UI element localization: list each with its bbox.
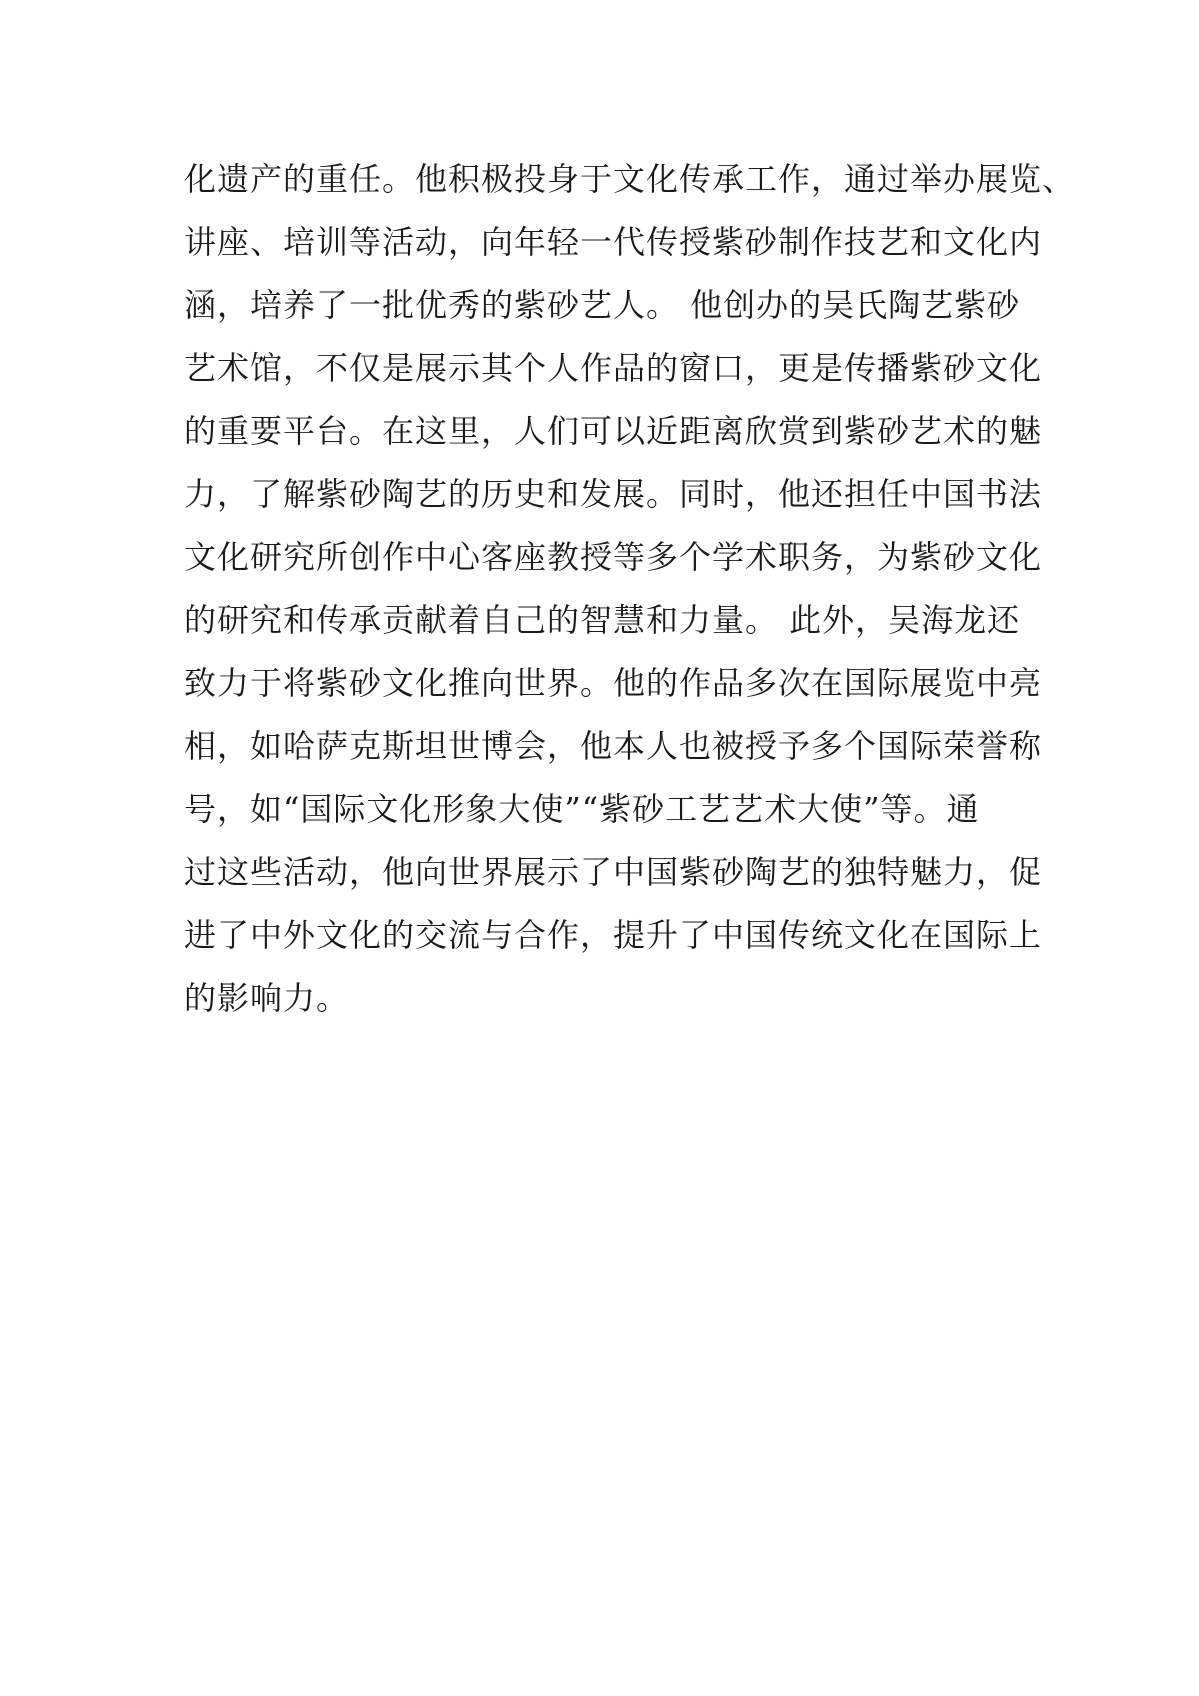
text-line: 过这些活动，他向世界展示了中国紫砂陶艺的独特魅力，促 — [184, 853, 1043, 891]
body-paragraph — [184, 148, 1076, 1030]
text-line: 艺术馆，不仅是展示其个人作品的窗口，更是传播紫砂文化 — [184, 349, 1043, 387]
text-line: 文化研究所创作中心客座教授等多个学术职务，为紫砂文化 — [184, 538, 1043, 576]
text-line: 的研究和传承贡献着自己的智慧和力量。 此外，吴海龙还 — [184, 601, 1021, 639]
text-line: 化遗产的重任。他积极投身于文化传承工作，通过举办展览、 — [184, 160, 1076, 198]
text-line: 的影响力。 — [184, 979, 350, 1017]
text-line: 讲座、培训等活动，向年轻一代传授紫砂制作技艺和文化内 — [184, 223, 1043, 261]
text-line: 力，了解紫砂陶艺的历史和发展。同时，他还担任中国书法 — [184, 475, 1043, 513]
text-line: 进了中外文化的交流与合作，提升了中国传统文化在国际上 — [184, 916, 1043, 954]
text-line: 相，如哈萨克斯坦世博会，他本人也被授予多个国际荣誉称 — [184, 727, 1043, 765]
text-line: 致力于将紫砂文化推向世界。他的作品多次在国际展览中亮 — [184, 664, 1043, 702]
text-line: 涵，培养了一批优秀的紫砂艺人。 他创办的吴氏陶艺紫砂 — [184, 286, 1021, 324]
text-line: 号，如“国际文化形象大使”“紫砂工艺艺术大使”等。通 — [184, 790, 980, 828]
text-line: 的重要平台。在这里，人们可以近距离欣赏到紫砂艺术的魅 — [184, 412, 1043, 450]
